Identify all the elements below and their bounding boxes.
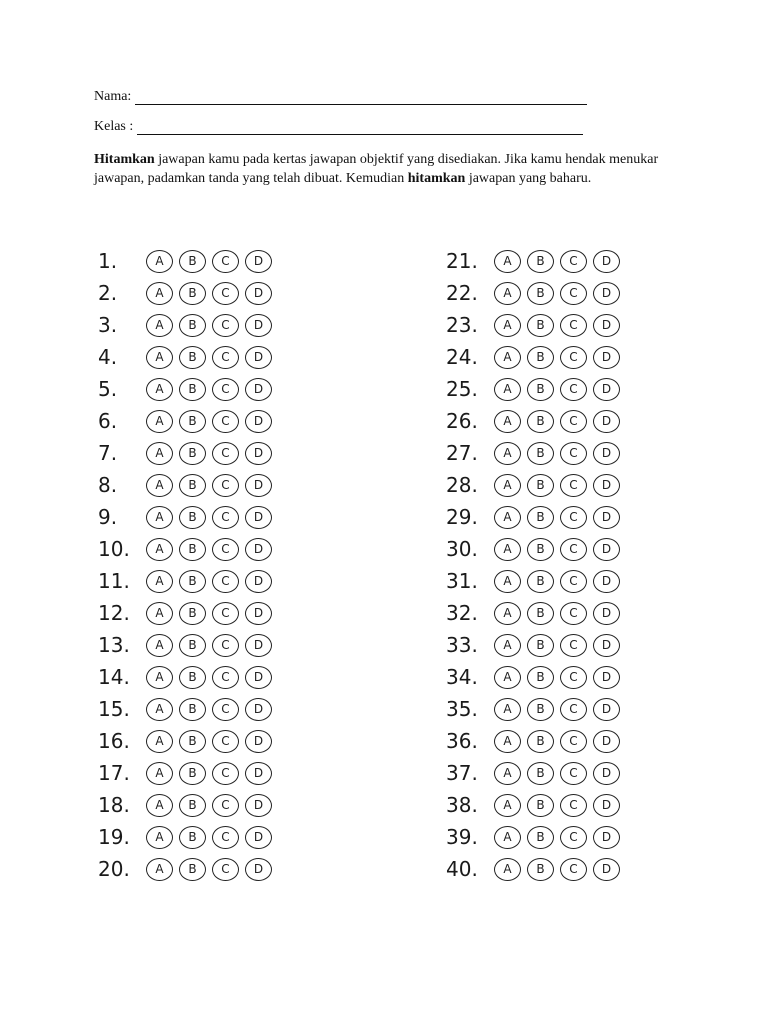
answer-bubble-a[interactable]: A	[146, 474, 173, 497]
question-row	[446, 373, 620, 405]
answer-bubble-d[interactable]: D	[593, 474, 620, 497]
answer-bubble-a[interactable]: A	[494, 538, 521, 561]
answer-bubbles	[146, 346, 272, 369]
answer-bubble-d[interactable]: D	[593, 442, 620, 465]
answer-bubble-d[interactable]: D	[593, 602, 620, 625]
answer-bubble-d[interactable]: D	[245, 826, 272, 849]
question-number: 3.	[98, 313, 118, 337]
answer-bubble-a[interactable]: A	[494, 410, 521, 433]
answer-bubble-b[interactable]: B	[179, 794, 206, 817]
question-row	[446, 661, 620, 693]
question-row	[98, 597, 272, 629]
answer-bubble-d[interactable]: D	[593, 410, 620, 433]
answer-bubble-d[interactable]: D	[593, 282, 620, 305]
question-number: 30.	[446, 537, 478, 561]
answer-bubble-c[interactable]: C	[560, 858, 587, 881]
answer-bubbles	[146, 826, 272, 849]
answer-bubbles	[146, 314, 272, 337]
answer-bubble-b[interactable]: B	[527, 634, 554, 657]
question-number: 14.	[98, 665, 130, 689]
question-row	[98, 565, 272, 597]
answer-bubble-a[interactable]: A	[146, 314, 173, 337]
answer-bubble-b[interactable]: B	[527, 282, 554, 305]
answer-bubble-b[interactable]: B	[179, 442, 206, 465]
question-row	[446, 629, 620, 661]
answer-bubble-c[interactable]: C	[560, 730, 587, 753]
question-row	[98, 533, 272, 565]
answer-bubbles	[494, 474, 620, 497]
question-row	[98, 821, 272, 853]
question-number: 17.	[98, 761, 130, 785]
answer-bubble-a[interactable]: A	[494, 282, 521, 305]
answer-bubble-b[interactable]: B	[179, 346, 206, 369]
answer-bubble-d[interactable]: D	[593, 314, 620, 337]
answer-bubble-d[interactable]: D	[593, 826, 620, 849]
answer-bubble-a[interactable]: A	[494, 314, 521, 337]
answer-bubble-b[interactable]: B	[527, 794, 554, 817]
answer-bubbles	[494, 698, 620, 721]
question-row	[446, 245, 620, 277]
answer-bubbles	[494, 602, 620, 625]
question-row	[446, 405, 620, 437]
question-number: 21.	[446, 249, 478, 273]
question-number: 4.	[98, 345, 118, 369]
answer-bubble-d[interactable]: D	[245, 602, 272, 625]
answer-bubble-a[interactable]: A	[494, 762, 521, 785]
answer-bubble-a[interactable]: A	[146, 250, 173, 273]
answer-bubble-b[interactable]: B	[527, 570, 554, 593]
answer-bubble-b[interactable]: B	[179, 506, 206, 529]
answer-bubble-a[interactable]: A	[146, 826, 173, 849]
answer-bubble-b[interactable]: B	[179, 570, 206, 593]
question-row	[98, 405, 272, 437]
answer-bubbles	[146, 410, 272, 433]
answer-bubble-c[interactable]: C	[212, 602, 239, 625]
answer-bubbles	[494, 826, 620, 849]
answer-bubble-b[interactable]: B	[179, 826, 206, 849]
question-row	[98, 277, 272, 309]
answer-bubble-b[interactable]: B	[527, 346, 554, 369]
instruction-text-2: jawapan yang baharu.	[465, 171, 592, 186]
question-number: 2.	[98, 281, 118, 305]
question-number: 33.	[446, 633, 478, 657]
question-number: 22.	[446, 281, 478, 305]
answer-bubble-b[interactable]: B	[527, 474, 554, 497]
question-number: 8.	[98, 473, 118, 497]
answer-bubble-a[interactable]: A	[146, 410, 173, 433]
answer-bubble-c[interactable]: C	[560, 314, 587, 337]
question-number: 28.	[446, 473, 478, 497]
instruction-bold-hitamkan-2: hitamkan	[407, 171, 466, 186]
question-number: 32.	[446, 601, 478, 625]
question-number: 20.	[98, 857, 130, 881]
answer-bubble-c[interactable]: C	[560, 826, 587, 849]
question-number: 5.	[98, 377, 118, 401]
answer-bubble-c[interactable]: C	[212, 698, 239, 721]
answer-bubbles	[494, 858, 620, 881]
answer-bubble-a[interactable]: A	[146, 442, 173, 465]
question-number: 23.	[446, 313, 478, 337]
answer-bubble-c[interactable]: C	[560, 250, 587, 273]
answer-bubble-b[interactable]: B	[527, 442, 554, 465]
answer-bubble-a[interactable]: A	[146, 730, 173, 753]
answer-bubble-a[interactable]: A	[146, 378, 173, 401]
answer-bubbles	[146, 570, 272, 593]
answer-bubbles	[494, 762, 620, 785]
answer-bubble-a[interactable]: A	[146, 506, 173, 529]
question-number: 25.	[446, 377, 478, 401]
answer-bubble-b[interactable]: B	[179, 538, 206, 561]
question-row	[98, 501, 272, 533]
answer-bubble-b[interactable]: B	[179, 858, 206, 881]
question-number: 13.	[98, 633, 130, 657]
answer-bubbles	[494, 410, 620, 433]
question-row	[98, 437, 272, 469]
answer-bubbles	[494, 442, 620, 465]
question-row	[98, 469, 272, 501]
question-number: 35.	[446, 697, 478, 721]
question-row	[98, 693, 272, 725]
answer-bubble-a[interactable]: A	[146, 282, 173, 305]
answer-bubble-c[interactable]: C	[212, 730, 239, 753]
question-row	[446, 437, 620, 469]
question-number: 1.	[98, 249, 118, 273]
answer-bubble-a[interactable]: A	[494, 346, 521, 369]
question-number: 40.	[446, 857, 478, 881]
answer-bubble-b[interactable]: B	[527, 730, 554, 753]
question-row	[98, 853, 272, 885]
question-number: 7.	[98, 441, 118, 465]
answer-bubble-a[interactable]: A	[146, 570, 173, 593]
question-row	[446, 501, 620, 533]
answer-bubble-a[interactable]: A	[494, 858, 521, 881]
answer-bubble-c[interactable]: C	[212, 282, 239, 305]
answer-bubble-d[interactable]: D	[593, 666, 620, 689]
answer-bubble-d[interactable]: D	[245, 250, 272, 273]
answer-bubble-c[interactable]: C	[560, 538, 587, 561]
answer-bubble-c[interactable]: C	[212, 378, 239, 401]
answer-bubbles	[494, 506, 620, 529]
answer-bubble-d[interactable]: D	[593, 730, 620, 753]
answer-bubble-a[interactable]: A	[494, 474, 521, 497]
answer-bubble-b[interactable]: B	[179, 250, 206, 273]
answer-bubbles	[146, 378, 272, 401]
answer-bubbles	[494, 250, 620, 273]
answer-bubble-c[interactable]: C	[212, 346, 239, 369]
question-row	[446, 565, 620, 597]
answer-bubbles	[494, 730, 620, 753]
answer-bubble-b[interactable]: B	[179, 602, 206, 625]
question-row	[98, 245, 272, 277]
answer-column-left	[98, 245, 272, 885]
question-row	[446, 597, 620, 629]
question-row	[446, 309, 620, 341]
answer-bubble-d[interactable]: D	[245, 730, 272, 753]
answer-bubble-b[interactable]: B	[179, 410, 206, 433]
question-row	[446, 725, 620, 757]
answer-bubble-c[interactable]: C	[560, 474, 587, 497]
answer-bubble-b[interactable]: B	[179, 282, 206, 305]
question-number: 36.	[446, 729, 478, 753]
answer-bubbles	[494, 634, 620, 657]
instruction-text-1: jawapan kamu pada kertas jawapan objektif yang disediakan. Jika kamu hendak menukar jawapan, padamkan tanda yang telah dibuat. Kemudian	[94, 152, 659, 186]
answer-bubble-a[interactable]: A	[494, 634, 521, 657]
answer-bubbles	[494, 346, 620, 369]
question-number: 16.	[98, 729, 130, 753]
answer-bubble-c[interactable]: C	[560, 282, 587, 305]
answer-bubble-d[interactable]: D	[593, 506, 620, 529]
question-number: 9.	[98, 505, 118, 529]
question-number: 27.	[446, 441, 478, 465]
class-field-row	[94, 119, 583, 135]
answer-bubble-a[interactable]: A	[494, 506, 521, 529]
answer-bubble-d[interactable]: D	[245, 794, 272, 817]
answer-bubbles	[146, 762, 272, 785]
answer-bubble-c[interactable]: C	[212, 538, 239, 561]
question-row	[446, 469, 620, 501]
answer-bubble-c[interactable]: C	[212, 506, 239, 529]
answer-bubbles	[146, 666, 272, 689]
answer-bubble-b[interactable]: B	[527, 826, 554, 849]
question-row	[98, 629, 272, 661]
question-row	[446, 533, 620, 565]
answer-bubble-b[interactable]: B	[527, 250, 554, 273]
question-row	[446, 277, 620, 309]
answer-bubble-c[interactable]: C	[560, 602, 587, 625]
answer-bubble-d[interactable]: D	[593, 346, 620, 369]
answer-bubble-d[interactable]: D	[593, 858, 620, 881]
answer-bubble-d[interactable]: D	[245, 346, 272, 369]
answer-bubble-d[interactable]: D	[593, 570, 620, 593]
answer-bubble-c[interactable]: C	[212, 250, 239, 273]
answer-bubble-c[interactable]: C	[212, 826, 239, 849]
answer-bubble-d[interactable]: D	[245, 506, 272, 529]
answer-column-right	[446, 245, 620, 885]
answer-bubble-d[interactable]: D	[245, 314, 272, 337]
answer-bubble-a[interactable]: A	[494, 666, 521, 689]
question-number: 15.	[98, 697, 130, 721]
answer-bubble-c[interactable]: C	[212, 314, 239, 337]
answer-bubble-b[interactable]: B	[527, 378, 554, 401]
answer-bubbles	[494, 538, 620, 561]
answer-bubble-d[interactable]: D	[593, 378, 620, 401]
question-number: 39.	[446, 825, 478, 849]
answer-bubble-c[interactable]: C	[212, 858, 239, 881]
answer-bubble-c[interactable]: C	[212, 442, 239, 465]
answer-bubble-c[interactable]: C	[212, 474, 239, 497]
question-number: 18.	[98, 793, 130, 817]
answer-bubble-a[interactable]: A	[146, 698, 173, 721]
answer-bubble-a[interactable]: A	[494, 698, 521, 721]
answer-bubble-b[interactable]: B	[179, 698, 206, 721]
answer-bubble-c[interactable]: C	[560, 794, 587, 817]
answer-bubble-d[interactable]: D	[245, 858, 272, 881]
name-label: Nama:	[94, 89, 132, 104]
answer-bubble-a[interactable]: A	[494, 602, 521, 625]
question-number: 34.	[446, 665, 478, 689]
question-row	[446, 693, 620, 725]
answer-bubble-a[interactable]: A	[146, 602, 173, 625]
answer-bubble-d[interactable]: D	[245, 410, 272, 433]
answer-bubbles	[146, 858, 272, 881]
answer-bubbles	[494, 314, 620, 337]
answer-bubbles	[146, 794, 272, 817]
answer-bubble-d[interactable]: D	[593, 634, 620, 657]
answer-bubble-b[interactable]: B	[527, 602, 554, 625]
answer-bubble-d[interactable]: D	[593, 698, 620, 721]
answer-bubble-d[interactable]: D	[245, 570, 272, 593]
answer-bubbles	[494, 666, 620, 689]
answer-bubbles	[146, 250, 272, 273]
question-row	[446, 789, 620, 821]
answer-bubble-c[interactable]: C	[560, 346, 587, 369]
answer-bubble-d[interactable]: D	[593, 794, 620, 817]
answer-bubble-d[interactable]: D	[245, 378, 272, 401]
answer-bubble-a[interactable]: A	[146, 634, 173, 657]
answer-bubble-a[interactable]: A	[146, 858, 173, 881]
answer-bubble-b[interactable]: B	[179, 762, 206, 785]
answer-bubble-d[interactable]: D	[245, 474, 272, 497]
answer-bubble-b[interactable]: B	[179, 730, 206, 753]
answer-bubble-b[interactable]: B	[179, 474, 206, 497]
answer-bubble-d[interactable]: D	[245, 442, 272, 465]
answer-bubble-c[interactable]: C	[560, 410, 587, 433]
answer-bubbles	[146, 282, 272, 305]
question-row	[98, 725, 272, 757]
question-row	[98, 373, 272, 405]
answer-bubbles	[146, 442, 272, 465]
answer-bubble-b[interactable]: B	[527, 666, 554, 689]
answer-bubble-c[interactable]: C	[212, 794, 239, 817]
answer-bubble-c[interactable]: C	[212, 666, 239, 689]
answer-bubbles	[146, 602, 272, 625]
answer-bubble-a[interactable]: A	[494, 730, 521, 753]
answer-bubble-c[interactable]: C	[212, 410, 239, 433]
answer-bubble-a[interactable]: A	[146, 666, 173, 689]
answer-bubble-b[interactable]: B	[179, 666, 206, 689]
question-row	[98, 661, 272, 693]
answer-bubble-c[interactable]: C	[212, 762, 239, 785]
answer-bubble-c[interactable]: C	[212, 634, 239, 657]
question-row	[98, 757, 272, 789]
question-number: 37.	[446, 761, 478, 785]
question-number: 10.	[98, 537, 130, 561]
answer-bubbles	[146, 538, 272, 561]
answer-bubble-d[interactable]: D	[593, 538, 620, 561]
answer-bubble-b[interactable]: B	[527, 858, 554, 881]
name-input-line[interactable]	[135, 90, 587, 105]
instruction-bold-hitamkan: Hitamkan	[94, 152, 155, 167]
answer-bubble-a[interactable]: A	[494, 442, 521, 465]
answer-bubble-d[interactable]: D	[245, 282, 272, 305]
answer-bubble-d[interactable]: D	[593, 250, 620, 273]
answer-bubble-a[interactable]: A	[146, 794, 173, 817]
answer-bubble-a[interactable]: A	[146, 762, 173, 785]
answer-bubble-c[interactable]: C	[560, 506, 587, 529]
answer-bubble-a[interactable]: A	[494, 250, 521, 273]
answer-bubble-b[interactable]: B	[179, 378, 206, 401]
answer-bubble-b[interactable]: B	[527, 314, 554, 337]
answer-bubble-a[interactable]: A	[494, 826, 521, 849]
answer-bubble-a[interactable]: A	[494, 378, 521, 401]
answer-bubbles	[494, 794, 620, 817]
answer-bubble-a[interactable]: A	[494, 794, 521, 817]
question-row	[98, 341, 272, 373]
question-row	[446, 757, 620, 789]
answer-bubbles	[494, 282, 620, 305]
question-number: 29.	[446, 505, 478, 529]
name-field-row	[94, 89, 587, 105]
answer-bubble-a[interactable]: A	[146, 346, 173, 369]
answer-bubbles	[146, 474, 272, 497]
answer-bubbles	[146, 730, 272, 753]
answer-bubbles	[146, 698, 272, 721]
answer-bubbles	[146, 634, 272, 657]
answer-bubble-c[interactable]: C	[212, 570, 239, 593]
answer-bubble-b[interactable]: B	[527, 506, 554, 529]
answer-bubble-d[interactable]: D	[245, 762, 272, 785]
answer-bubble-c[interactable]: C	[560, 634, 587, 657]
question-row	[98, 309, 272, 341]
answer-bubble-b[interactable]: B	[179, 314, 206, 337]
answer-bubble-c[interactable]: C	[560, 762, 587, 785]
answer-bubble-b[interactable]: B	[179, 634, 206, 657]
answer-bubbles	[146, 506, 272, 529]
answer-bubble-d[interactable]: D	[245, 666, 272, 689]
question-number: 26.	[446, 409, 478, 433]
question-number: 24.	[446, 345, 478, 369]
answer-bubble-d[interactable]: D	[245, 698, 272, 721]
question-number: 6.	[98, 409, 118, 433]
instructions-paragraph	[94, 150, 674, 188]
answer-bubble-c[interactable]: C	[560, 442, 587, 465]
question-number: 31.	[446, 569, 478, 593]
question-row	[446, 853, 620, 885]
answer-bubble-b[interactable]: B	[527, 410, 554, 433]
question-number: 12.	[98, 601, 130, 625]
question-row	[446, 821, 620, 853]
question-number: 38.	[446, 793, 478, 817]
class-input-line[interactable]	[137, 120, 583, 135]
question-number: 19.	[98, 825, 130, 849]
answer-bubble-c[interactable]: C	[560, 698, 587, 721]
answer-bubble-c[interactable]: C	[560, 666, 587, 689]
question-row	[446, 341, 620, 373]
answer-bubble-d[interactable]: D	[245, 634, 272, 657]
question-number: 11.	[98, 569, 130, 593]
question-row	[98, 789, 272, 821]
answer-bubble-a[interactable]: A	[494, 570, 521, 593]
answer-bubble-c[interactable]: C	[560, 570, 587, 593]
answer-bubbles	[494, 570, 620, 593]
answer-bubble-c[interactable]: C	[560, 378, 587, 401]
answer-bubble-a[interactable]: A	[146, 538, 173, 561]
answer-bubble-b[interactable]: B	[527, 762, 554, 785]
answer-bubble-b[interactable]: B	[527, 698, 554, 721]
class-label: Kelas :	[94, 119, 134, 134]
answer-bubble-d[interactable]: D	[593, 762, 620, 785]
answer-bubble-b[interactable]: B	[527, 538, 554, 561]
answer-bubble-d[interactable]: D	[245, 538, 272, 561]
answer-bubbles	[494, 378, 620, 401]
